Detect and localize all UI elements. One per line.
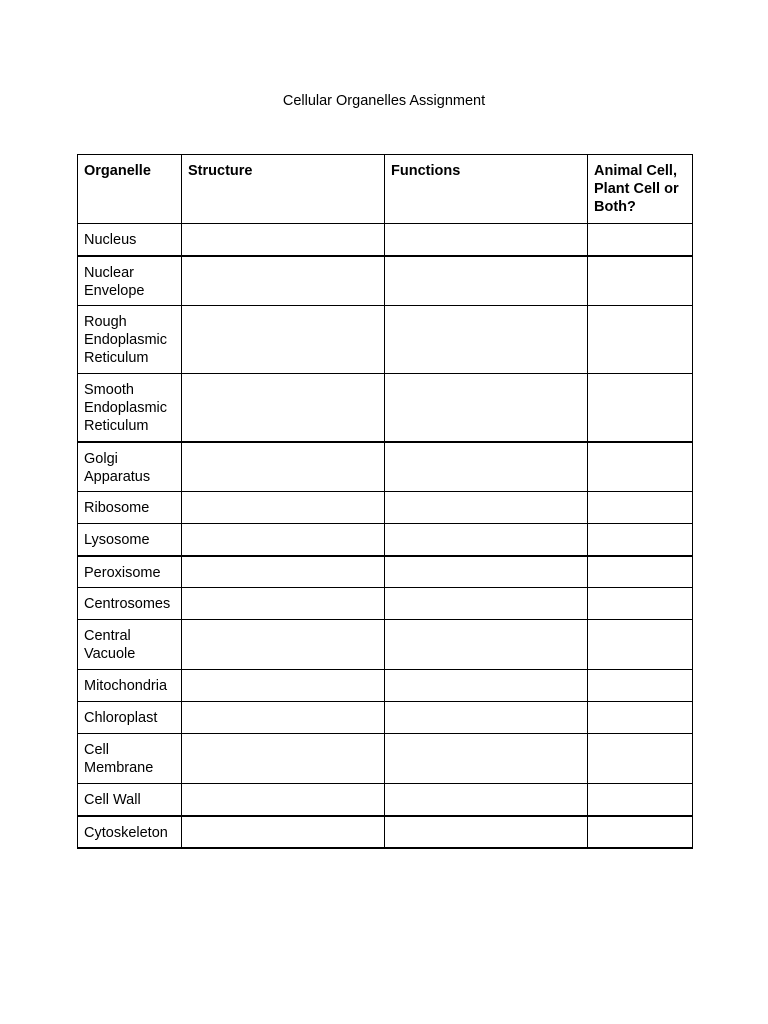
functions-cell[interactable] [385, 374, 588, 442]
structure-cell[interactable] [182, 256, 385, 306]
cell-type-cell[interactable] [588, 816, 693, 848]
table-row [78, 374, 693, 442]
cell-type-cell[interactable] [588, 734, 693, 784]
table-row [78, 816, 693, 848]
structure-cell[interactable] [182, 374, 385, 442]
structure-cell[interactable] [182, 734, 385, 784]
structure-cell[interactable] [182, 524, 385, 556]
organelle-cell: Cell Wall [78, 784, 182, 816]
page-title: Cellular Organelles Assignment [282, 93, 486, 109]
table-row [78, 702, 693, 734]
header-cell-type: Animal Cell, Plant Cell or Both? [588, 155, 693, 224]
organelle-cell: Central Vacuole [78, 620, 182, 670]
header-organelle: Organelle [78, 155, 182, 224]
functions-cell[interactable] [385, 702, 588, 734]
table-row [78, 442, 693, 492]
organelle-cell: Nucleus [78, 224, 182, 256]
structure-cell[interactable] [182, 306, 385, 374]
table-header-row [78, 155, 693, 224]
organelle-cell: Chloroplast [78, 702, 182, 734]
functions-cell[interactable] [385, 734, 588, 784]
structure-cell[interactable] [182, 556, 385, 588]
cell-type-cell[interactable] [588, 702, 693, 734]
organelle-cell: Mitochondria [78, 670, 182, 702]
functions-cell[interactable] [385, 784, 588, 816]
structure-cell[interactable] [182, 492, 385, 524]
structure-cell[interactable] [182, 702, 385, 734]
structure-cell[interactable] [182, 620, 385, 670]
table-row [78, 524, 693, 556]
organelle-cell: Cytoskeleton [78, 816, 182, 848]
functions-cell[interactable] [385, 670, 588, 702]
table-row [78, 556, 693, 588]
table-row [78, 670, 693, 702]
organelle-cell: Golgi Apparatus [78, 442, 182, 492]
organelle-cell: Lysosome [78, 524, 182, 556]
structure-cell[interactable] [182, 670, 385, 702]
organelle-cell: Centrosomes [78, 588, 182, 620]
table-row [78, 620, 693, 670]
organelle-cell: Ribosome [78, 492, 182, 524]
structure-cell[interactable] [182, 224, 385, 256]
cell-type-cell[interactable] [588, 670, 693, 702]
table-row [78, 492, 693, 524]
table-row [78, 784, 693, 816]
table-row [78, 224, 693, 256]
table-row [78, 306, 693, 374]
functions-cell[interactable] [385, 492, 588, 524]
functions-cell[interactable] [385, 306, 588, 374]
organelle-cell: Cell Membrane [78, 734, 182, 784]
header-functions: Functions [385, 155, 588, 224]
structure-cell[interactable] [182, 816, 385, 848]
organelle-cell: Rough Endoplasmic Reticulum [78, 306, 182, 374]
structure-cell[interactable] [182, 588, 385, 620]
functions-cell[interactable] [385, 256, 588, 306]
table-row [78, 734, 693, 784]
organelle-cell: Nuclear Envelope [78, 256, 182, 306]
cell-type-cell[interactable] [588, 492, 693, 524]
cell-type-cell[interactable] [588, 442, 693, 492]
cell-type-cell[interactable] [588, 306, 693, 374]
functions-cell[interactable] [385, 620, 588, 670]
header-structure: Structure [182, 155, 385, 224]
cell-type-cell[interactable] [588, 784, 693, 816]
cell-type-cell[interactable] [588, 374, 693, 442]
cell-type-cell[interactable] [588, 224, 693, 256]
functions-cell[interactable] [385, 224, 588, 256]
structure-cell[interactable] [182, 784, 385, 816]
cell-type-cell[interactable] [588, 524, 693, 556]
functions-cell[interactable] [385, 556, 588, 588]
organelle-cell: Smooth Endoplasmic Reticulum [78, 374, 182, 442]
cell-type-cell[interactable] [588, 556, 693, 588]
organelle-table [77, 154, 693, 849]
structure-cell[interactable] [182, 442, 385, 492]
functions-cell[interactable] [385, 816, 588, 848]
cell-type-cell[interactable] [588, 620, 693, 670]
cell-type-cell[interactable] [588, 588, 693, 620]
organelle-cell: Peroxisome [78, 556, 182, 588]
table-row [78, 256, 693, 306]
cell-type-cell[interactable] [588, 256, 693, 306]
functions-cell[interactable] [385, 588, 588, 620]
table-row [78, 588, 693, 620]
functions-cell[interactable] [385, 524, 588, 556]
functions-cell[interactable] [385, 442, 588, 492]
